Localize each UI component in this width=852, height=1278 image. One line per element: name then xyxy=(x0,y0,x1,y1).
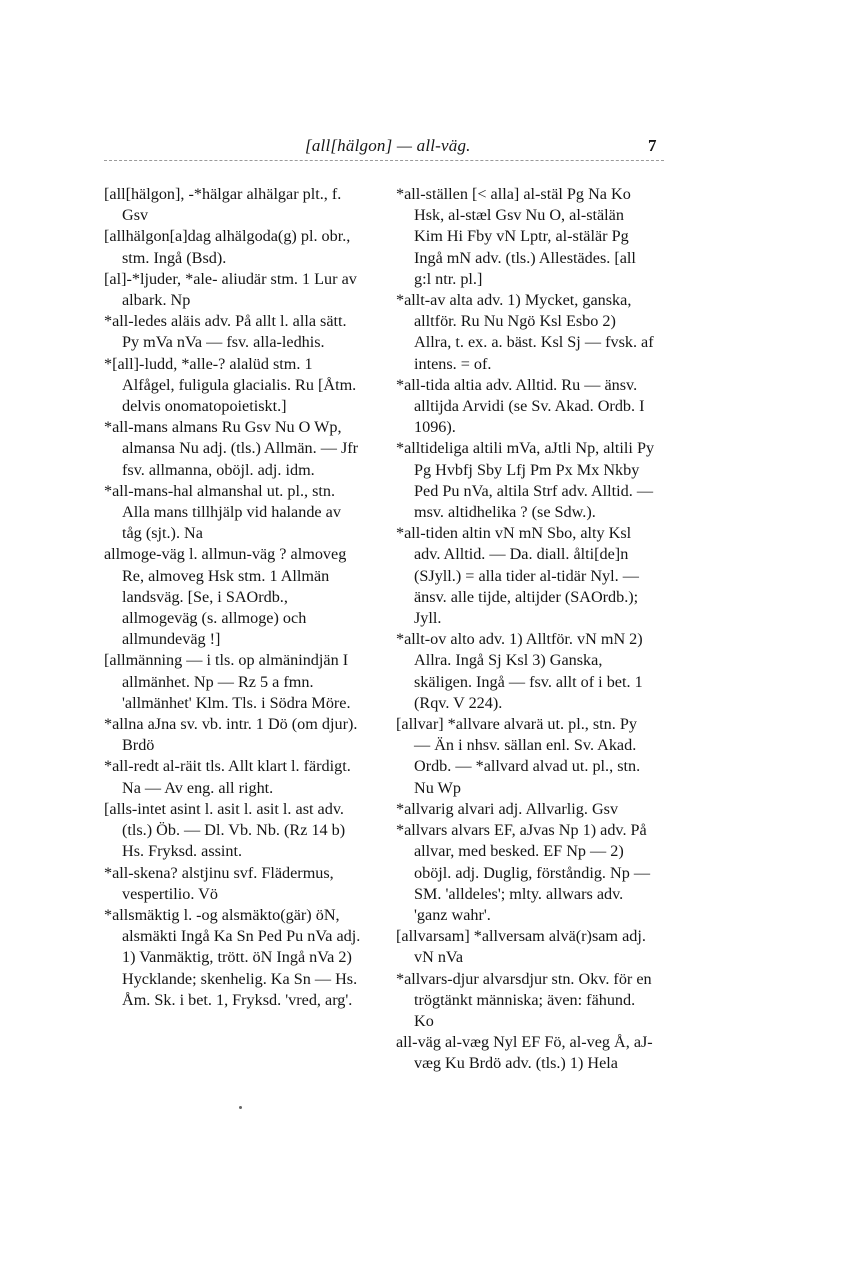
dictionary-entry: *all-ledes aläis adv. På allt l. alla sätt. Py mVa nVa — fsv. alla-ledhis. xyxy=(104,312,347,352)
dictionary-entry: allmoge-väg l. allmun-väg ? almoveg Re, almoveg Hsk stm. 1 Allmän landsväg. [Se, i SAOrdb., allmogeväg (s. allmoge) och allmundeväg !] xyxy=(104,545,347,649)
right-column xyxy=(396,184,656,1075)
dictionary-entry: [allvar] *allvare alvarä ut. pl., stn. Py — Än i nhsv. sällan enl. Sv. Akad. Ordb. — *allvard alvad ut. pl., stn. Nu Wp xyxy=(396,715,641,797)
dictionary-entry: *allsmäktig l. -og alsmäkto(gär) öN, alsmäkti Ingå Ka Sn Ped Pu nVa adj. 1) Vanmäktig, trött. öN Ingå nVa 2) Hycklande; skenhelig. Ka Sn — Hs. Åm. Sk. i bet. 1, Fryksd. 'vred, arg'. xyxy=(104,905,361,1009)
dictionary-entry: all-väg al-væg Nyl EF Fö, al-veg Å, aJ-væg Ku Brdö adv. (tls.) 1) Hela xyxy=(396,1033,653,1073)
dictionary-entry: *allt-av alta adv. 1) Mycket, ganska, alltför. Ru Nu Ngö Ksl Esbo 2) Allra, t. ex. a. bäst. Ksl Sj — fvsk. af intens. = of. xyxy=(396,291,654,373)
dictionary-entry: *allna aJna sv. vb. intr. 1 Dö (om djur). Brdö xyxy=(104,715,358,755)
running-head: [all[hälgon] — all-väg. xyxy=(305,136,471,155)
page-number: 7 xyxy=(648,136,657,155)
dictionary-entry: *all-skena? alstjinu svf. Flädermus, vespertilio. Vö xyxy=(104,863,334,903)
dictionary-entry: *[all]-ludd, *alle-? alalüd stm. 1 Alfågel, fuligula glacialis. Ru [Åtm. delvis onomatopoietiskt.] xyxy=(104,354,357,416)
dictionary-entry: *all-mans almans Ru Gsv Nu O Wp, almansa Nu adj. (tls.) Allmän. — Jfr fsv. allmanna, oböjl. adj. idm. xyxy=(104,418,359,479)
dictionary-entry: [allhälgon[a]dag alhälgoda(g) pl. obr., stm. Ingå (Bsd). xyxy=(104,227,351,267)
dictionary-entry: *all-redt al-räit tls. Allt klart l. färdigt. Na — Av eng. all right. xyxy=(104,757,351,797)
dictionary-entry: *alltideliga altili mVa, aJtli Np, altili Py Pg Hvbfj Sby Lfj Pm Px Mx Nkby Ped Pu nVa, altila Strf adv. Alltid. — msv. altidhelika ? (se Sdw.). xyxy=(396,439,655,522)
print-speck xyxy=(239,1106,242,1109)
dictionary-entry: *allvars-djur alvarsdjur stn. Okv. för en trögtänkt människa; även: fähund. Ko xyxy=(396,969,652,1030)
dictionary-entry: *all-tida altia adv. Alltid. Ru — änsv. alltijda Arvidi (se Sv. Akad. Ordb. I 1096). xyxy=(396,375,645,437)
dictionary-entry: *all-mans-hal almanshal ut. pl., stn. Alla mans tillhjälp vid halande av tåg (sjt.). Na xyxy=(104,481,341,543)
dictionary-entry: [al]-*ljuder, *ale- aliudär stm. 1 Lur av albark. Np xyxy=(104,269,357,310)
dictionary-entry: [allvarsam] *allversam alvä(r)sam adj. vN nVa xyxy=(396,927,646,967)
dictionary-entry: *allvars alvars EF, aJvas Np 1) adv. På allvar, med besked. EF Np — 2) oböjl. adj. Duglig, förståndig. Np — SM. 'alldeles'; mlty. allwars adv. 'ganz wahr'. xyxy=(396,821,651,924)
dictionary-entry: *allt-ov alto adv. 1) Alltför. vN mN 2) Allra. Ingå Sj Ksl 3) Ganska, skäligen. Ingå — fsv. allt of i bet. 1 (Rqv. V 224). xyxy=(396,630,643,712)
dictionary-entry: *allvarig alvari adj. Allvarlig. Gsv xyxy=(396,799,619,818)
dictionary-entry: [alls-intet asint l. asit l. asit l. ast adv. (tls.) Öb. — Dl. Vb. Nb. (Rz 14 b) Hs. Fryksd. assint. xyxy=(104,799,346,861)
dictionary-entry: [allmänning — i tls. op almänindjän I allmänhet. Np — Rz 5 a fmn. 'allmänhet' Klm. Tls. i Södra Möre. xyxy=(104,651,351,712)
header-rule xyxy=(104,160,664,161)
dictionary-entry: *all-ställen [< alla] al-stäl Pg Na Ko Hsk, al-stæl Gsv Nu O, al-stälän Kim Hi Fby vN Lptr, al-stälär Pg Ingå mN adv. (tls.) Allestädes. [all g:l ntr. pl.] xyxy=(396,185,636,288)
left-column xyxy=(104,184,364,1011)
dictionary-entry: *all-tiden altin vN mN Sbo, alty Ksl adv. Alltid. — Da. diall. ålti[de]n (SJyll.) = alla tider al-tidär Nyl. — änsv. alle tijde, altijder (SAOrdb.); Jyll. xyxy=(396,524,639,628)
dictionary-entry: [all[hälgon], -*hälgar alhälgar plt., f. Gsv xyxy=(104,185,342,225)
